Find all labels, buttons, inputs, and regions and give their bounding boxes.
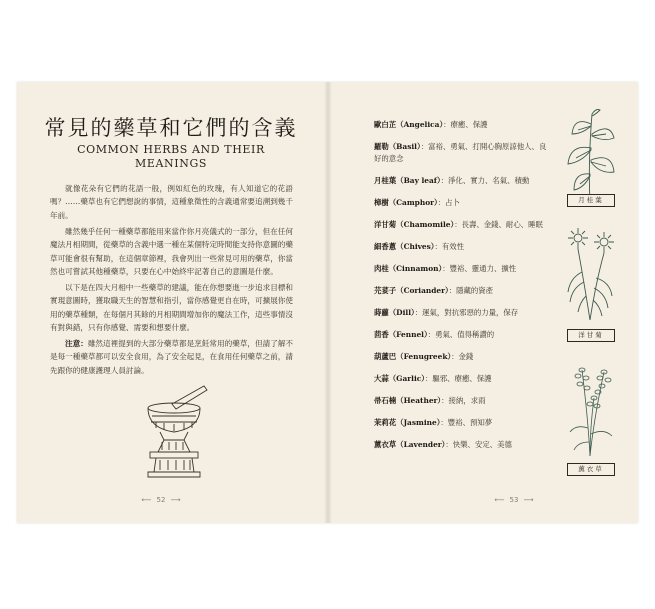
page-title: 常見的藥草和它們的含義: [44, 116, 298, 140]
paragraph: 雖然幾乎任何一種藥草都能用來當作你月亮儀式的一部分，但在任何魔法月相期間，從藥草的含義中選一種在某個特定時間能支持你意圖的藥草可能會很有幫助，在這個章節裡，我會列出一些常見可用的藥草，你當然也可嘗試其他種藥草，只要在心中始終牢記著自己的意圖是什麼。: [50, 226, 293, 276]
folio-ornament-icon: ⟶: [170, 496, 181, 504]
list-item: 樟樹（Camphor）：占卜: [374, 198, 460, 207]
subtitle-line-2: MEANINGS: [135, 157, 207, 170]
folio-ornament-icon: ⟶: [523, 496, 534, 504]
illustration-label: 洋甘菊: [567, 329, 615, 342]
list-item: 芫荽子（Coriander）：隱藏的資產: [374, 286, 494, 295]
list-item: 葫蘆巴（Fenugreek）：金錢: [374, 352, 474, 361]
mortar-pestle-icon: [134, 382, 216, 482]
note-text: 雖然這裡提到的大部分藥草都是烹飪常用的藥草，但請了解不是每一種藥草都可以安全食用，為了安全起見，在食用任何藥草之前，請先跟你的健康護理人員討論。: [50, 338, 294, 375]
subtitle-line-1: COMMON HERBS AND THEIR: [77, 143, 265, 156]
paragraph: 就像花朵有它們的花語一般，例如紅色的玫瑰，有人知道它的花語嗎？……藥草也有它們想說的事情，這種象徵性的含義通常要追溯到幾千年前。: [50, 184, 293, 220]
left-page: [17, 82, 325, 523]
page-number: 53: [509, 496, 519, 504]
bay-leaf-icon: [560, 104, 620, 204]
list-item: 茉莉花（Jasmine）：豐裕、預知夢: [374, 418, 493, 427]
illustration-label: 薰衣草: [567, 463, 615, 476]
list-item: 帚石楠（Heather）：接納，求雨: [374, 396, 486, 405]
list-item: 羅勒（Basil）：富裕、勇氣、打開心胸原諒他人、良好的意念: [374, 142, 547, 163]
list-item: 月桂葉（Bay leaf）：淨化、實力、名氣、積動: [374, 176, 530, 185]
lavender-icon: [560, 358, 620, 458]
illustration-label: 月桂葉: [567, 194, 615, 207]
paragraph: 以下是在四大月相中一些藥草的建議，能在你想要進一步追求目標和實現意圖時，獲取職天生的智慧和指引，當你感覺更自在時，可擴展你使用的藥草種類，在每個月其餘的月相期間增加你的魔法工作，這些事情沒有對與錯，只有你感覺、需要和想要什麼。: [50, 282, 293, 333]
page-number-right: [474, 496, 554, 504]
herb-list: [374, 119, 552, 461]
list-item: 洋甘菊（Chamomile）：長壽、金錢、耐心、睡眠: [374, 220, 543, 229]
list-item: 肉桂（Cinnamon）：豐裕、靈通力、擴性: [374, 264, 517, 273]
list-item: 茴香（Fennel）：勇氣、值得稱讚的: [374, 330, 495, 339]
chamomile-icon: [560, 222, 620, 322]
list-item: 蒔蘿（Dill）：運氣，對抗邪惡的力量，保存: [374, 308, 519, 317]
book-gutter: [324, 82, 332, 523]
folio-ornament-icon: ⟵: [494, 496, 505, 504]
page-number-left: [121, 496, 201, 504]
list-item: 歐白芷（Angelica）：療癒、保護: [374, 120, 488, 129]
list-item: 薰衣草（Lavender）：快樂、安定、美德: [374, 440, 512, 449]
right-page: [332, 82, 638, 523]
book-spread: [17, 82, 638, 523]
page-subtitle: [17, 143, 325, 171]
folio-ornament-icon: ⟵: [141, 496, 152, 504]
body-text: [50, 182, 293, 380]
note-label: 注意：: [65, 338, 88, 348]
note-paragraph: [50, 337, 293, 377]
page-number: 52: [156, 496, 166, 504]
list-item: 細香蔥（Chives）：有效性: [374, 242, 465, 251]
list-item: 大蒜（Garlic）：驅邪、療癒、保護: [374, 374, 492, 383]
